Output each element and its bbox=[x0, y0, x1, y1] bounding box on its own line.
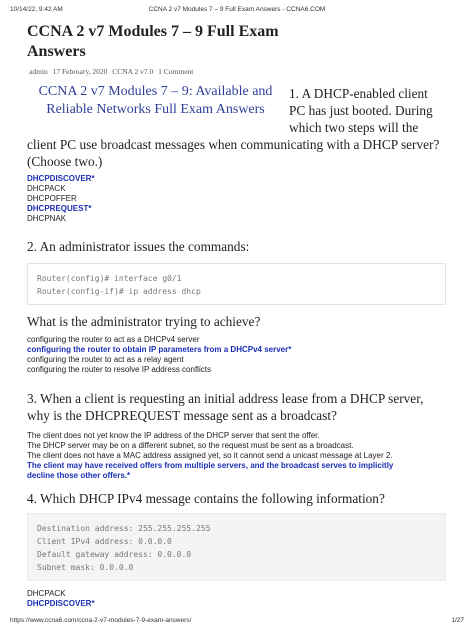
option-item: The client does not have a MAC address assigned yet, so it cannot send a unicast message at Layer 2. bbox=[27, 451, 393, 460]
option-item: configuring the router to act as a relay agent bbox=[27, 355, 184, 364]
option-item: configuring the router to resolve IP address conflicts bbox=[27, 365, 211, 374]
print-footer bbox=[10, 617, 464, 627]
article-title: CCNA 2 v7 Modules 7 – 9 Full Exam Answers bbox=[27, 23, 279, 60]
code-line: Router(config)# interface g0/1 bbox=[37, 274, 182, 283]
meta-date: 17 February, 2020 bbox=[52, 67, 108, 76]
question-1 bbox=[27, 85, 445, 170]
question-1-text: 1. A DHCP-enabled client PC has just booted. During which two steps will the client PC use broadcast messages when communicating with a DHCP server? (Choose two.) bbox=[27, 86, 440, 169]
option-item: DHCPACK bbox=[27, 184, 66, 193]
option-item: decline those other offers.* bbox=[27, 471, 131, 480]
print-datetime: 10/14/22, 9:42 AM bbox=[10, 6, 63, 13]
feature-title: CCNA 2 v7 Modules 7 – 9: Available and Reliable Networks Full Exam Answers bbox=[38, 84, 273, 117]
code-line: Subnet mask: 0.0.0.0 bbox=[37, 563, 134, 572]
question-3-text: 3. When a client is requesting an initial address lease from a DHCP server, why is the DHCPREQUEST message sent as a broadcast? bbox=[27, 391, 424, 423]
question-2-options bbox=[27, 335, 291, 375]
question-1-options bbox=[27, 174, 95, 224]
question-4-options bbox=[27, 589, 95, 609]
option-item: DHCPNAK bbox=[27, 214, 67, 223]
question-4-code-block bbox=[27, 513, 446, 581]
article-meta bbox=[29, 67, 196, 76]
meta-comments[interactable]: 1 Comment bbox=[158, 67, 194, 76]
question-3-options bbox=[27, 431, 393, 481]
option-item: DHCPDISCOVER* bbox=[27, 599, 95, 608]
code-line: Client IPv4 address: 0.0.0.0 bbox=[37, 537, 172, 546]
option-item: DHCPOFFER bbox=[27, 194, 77, 203]
meta-category[interactable]: CCNA 2 v7.0 bbox=[112, 67, 154, 76]
option-item: DHCPDISCOVER* bbox=[27, 174, 95, 183]
code-line: Default gateway address: 0.0.0.0 bbox=[37, 550, 192, 559]
question-2-code-block bbox=[27, 263, 446, 305]
print-page-title: CCNA 2 v7 Modules 7 – 9 Full Exam Answers - CCNA6.COM bbox=[148, 6, 326, 13]
code-line: Router(config-if)# ip address dhcp bbox=[37, 287, 201, 296]
option-item: The client does not yet know the IP address of the DHCP server that sent the offer. bbox=[27, 431, 320, 440]
option-item: configuring the router to obtain IP parameters from a DHCPv4 server* bbox=[27, 345, 292, 354]
option-item: DHCPACK bbox=[27, 589, 66, 598]
print-page-number: 1/27 bbox=[451, 617, 464, 624]
option-item: configuring the router to act as a DHCPv4 server bbox=[27, 335, 200, 344]
option-item: DHCPREQUEST* bbox=[27, 204, 92, 213]
option-item: The DHCP server may be on a different subnet, so the request must be sent as a broadcast. bbox=[27, 441, 354, 450]
print-header bbox=[10, 6, 464, 16]
question-4-text: 4. Which DHCP IPv4 message contains the following information? bbox=[27, 491, 385, 506]
code-line: Destination address: 255.255.255.255 bbox=[37, 524, 211, 533]
meta-author[interactable]: admin bbox=[29, 67, 48, 76]
print-url[interactable]: https://www.ccna6.com/ccna-2-v7-modules-7-9-exam-answers/ bbox=[10, 617, 192, 624]
question-2-followup: What is the administrator trying to achieve? bbox=[27, 314, 261, 329]
question-2-text: 2. An administrator issues the commands: bbox=[27, 239, 250, 254]
option-item: The client may have received offers from multiple servers, and the broadcast serves to implicitly bbox=[27, 461, 394, 470]
